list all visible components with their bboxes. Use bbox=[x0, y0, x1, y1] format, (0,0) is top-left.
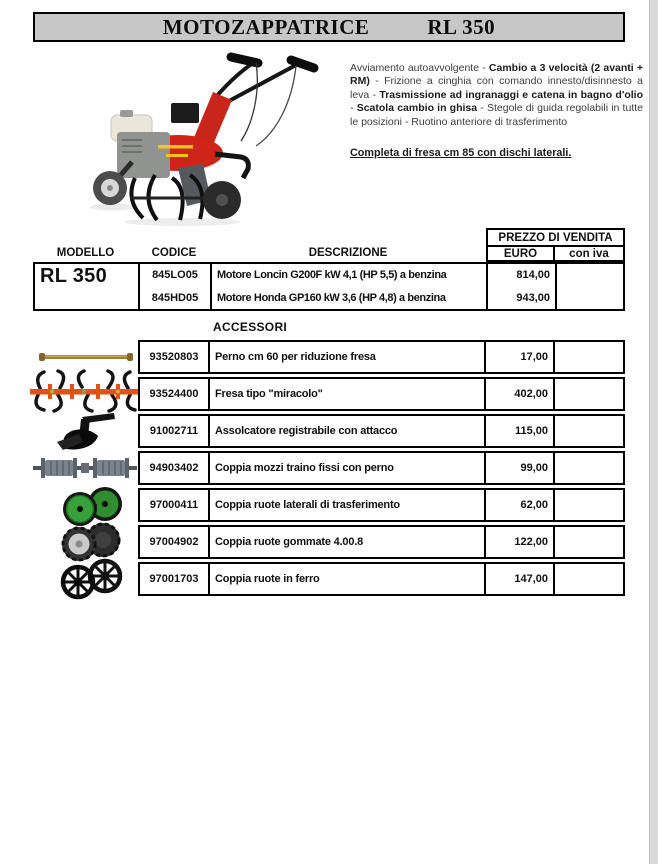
iron-wheels-icon bbox=[52, 557, 132, 601]
model-price-table bbox=[33, 262, 625, 311]
description-text: - Frizione a cinghia con comando innesto/disinnesto a leva - bbox=[350, 75, 643, 101]
column-header-modello: MODELLO bbox=[56, 247, 115, 259]
price-subheader-row bbox=[486, 245, 625, 262]
accessory-price: 402,00 bbox=[486, 379, 555, 409]
column-header-con-iva: con iva bbox=[569, 247, 609, 260]
product-description bbox=[350, 62, 643, 129]
accessory-code: 97000411 bbox=[140, 490, 210, 520]
accessory-description: Perno cm 60 per riduzione fresa bbox=[210, 342, 486, 372]
accessory-price-con-iva bbox=[555, 490, 623, 520]
column-header-descrizione: DESCRIZIONE bbox=[308, 247, 388, 259]
model-row-price: 814,00 bbox=[488, 264, 557, 287]
accessory-price: 147,00 bbox=[486, 564, 555, 594]
product-photo bbox=[50, 50, 350, 230]
model-row-code: 845LO05 bbox=[140, 264, 212, 287]
accessory-description: Coppia ruote gommate 4.00.8 bbox=[210, 527, 486, 557]
pin-icon bbox=[38, 350, 134, 364]
equipment-note: Completa di fresa cm 85 con dischi laterali. bbox=[350, 147, 572, 159]
model-row-price-con-iva bbox=[557, 287, 623, 310]
model-row-description: Motore Loncin G200F kW 4,1 (HP 5,5) a benzina bbox=[212, 264, 488, 287]
model-row-price: 943,00 bbox=[488, 287, 557, 310]
accessory-price-con-iva bbox=[555, 342, 623, 372]
accessory-row bbox=[138, 414, 625, 448]
accessories-heading: ACCESSORI bbox=[213, 320, 288, 334]
accessory-price: 17,00 bbox=[486, 342, 555, 372]
accessory-description: Fresa tipo "miracolo" bbox=[210, 379, 486, 409]
model-row-description: Motore Honda GP160 kW 3,6 (HP 4,8) a benzina bbox=[212, 287, 488, 310]
accessory-row bbox=[138, 451, 625, 485]
accessory-price-con-iva bbox=[555, 416, 623, 446]
hubs-icon bbox=[33, 453, 137, 483]
accessory-price: 122,00 bbox=[486, 527, 555, 557]
model-row-code: 845HD05 bbox=[140, 287, 212, 310]
accessory-price: 62,00 bbox=[486, 490, 555, 520]
page-title: MOTOZAPPATRICE bbox=[162, 14, 370, 39]
accessory-price-con-iva bbox=[555, 379, 623, 409]
description-text: - Stegole di guida regolabili in tutte le posizioni - Ruotino anteriore di trasferimento bbox=[350, 102, 643, 128]
accessory-row bbox=[138, 377, 625, 411]
accessory-code: 91002711 bbox=[140, 416, 210, 446]
accessory-price-con-iva bbox=[555, 527, 623, 557]
accessory-price-con-iva bbox=[555, 453, 623, 483]
tiller-rotor-icon bbox=[30, 368, 138, 414]
column-header-euro: EURO bbox=[488, 247, 555, 260]
accessory-description: Coppia ruote laterali di trasferimento bbox=[210, 490, 486, 520]
page-edge-strip bbox=[649, 0, 658, 864]
document-title-bar bbox=[33, 12, 625, 42]
column-header-codice: CODICE bbox=[151, 247, 197, 259]
accessory-code: 97004902 bbox=[140, 527, 210, 557]
accessory-description: Coppia mozzi traino fissi con perno bbox=[210, 453, 486, 483]
accessory-code: 93524400 bbox=[140, 379, 210, 409]
description-text-bold: Scatola cambio in ghisa bbox=[356, 102, 478, 115]
plow-icon bbox=[52, 412, 122, 452]
description-text-bold: Trasmissione ad ingranaggi e catena in bagno d'olio bbox=[379, 88, 644, 101]
page-title-model: RL 350 bbox=[427, 14, 496, 39]
description-text-bold: Cambio a 3 velocità (2 avanti + RM) bbox=[350, 62, 643, 88]
price-group-header: PREZZO DI VENDITA bbox=[486, 228, 625, 245]
accessory-price: 115,00 bbox=[486, 416, 555, 446]
accessory-description: Coppia ruote in ferro bbox=[210, 564, 486, 594]
accessory-row bbox=[138, 562, 625, 596]
description-text: Avviamento autoavvolgente - bbox=[350, 62, 489, 74]
description-text: - bbox=[350, 102, 357, 115]
model-row-price-con-iva bbox=[557, 264, 623, 287]
accessory-row bbox=[138, 488, 625, 522]
accessory-row bbox=[138, 525, 625, 559]
green-wheels-icon bbox=[55, 485, 131, 527]
model-name: RL 350 bbox=[35, 264, 140, 309]
accessory-row bbox=[138, 340, 625, 374]
accessory-price: 99,00 bbox=[486, 453, 555, 483]
accessory-code: 94903402 bbox=[140, 453, 210, 483]
accessory-code: 93520803 bbox=[140, 342, 210, 372]
rubber-wheels-icon bbox=[52, 522, 130, 562]
accessory-description: Assolcatore registrabile con attacco bbox=[210, 416, 486, 446]
accessory-price-con-iva bbox=[555, 564, 623, 594]
accessory-code: 97001703 bbox=[140, 564, 210, 594]
